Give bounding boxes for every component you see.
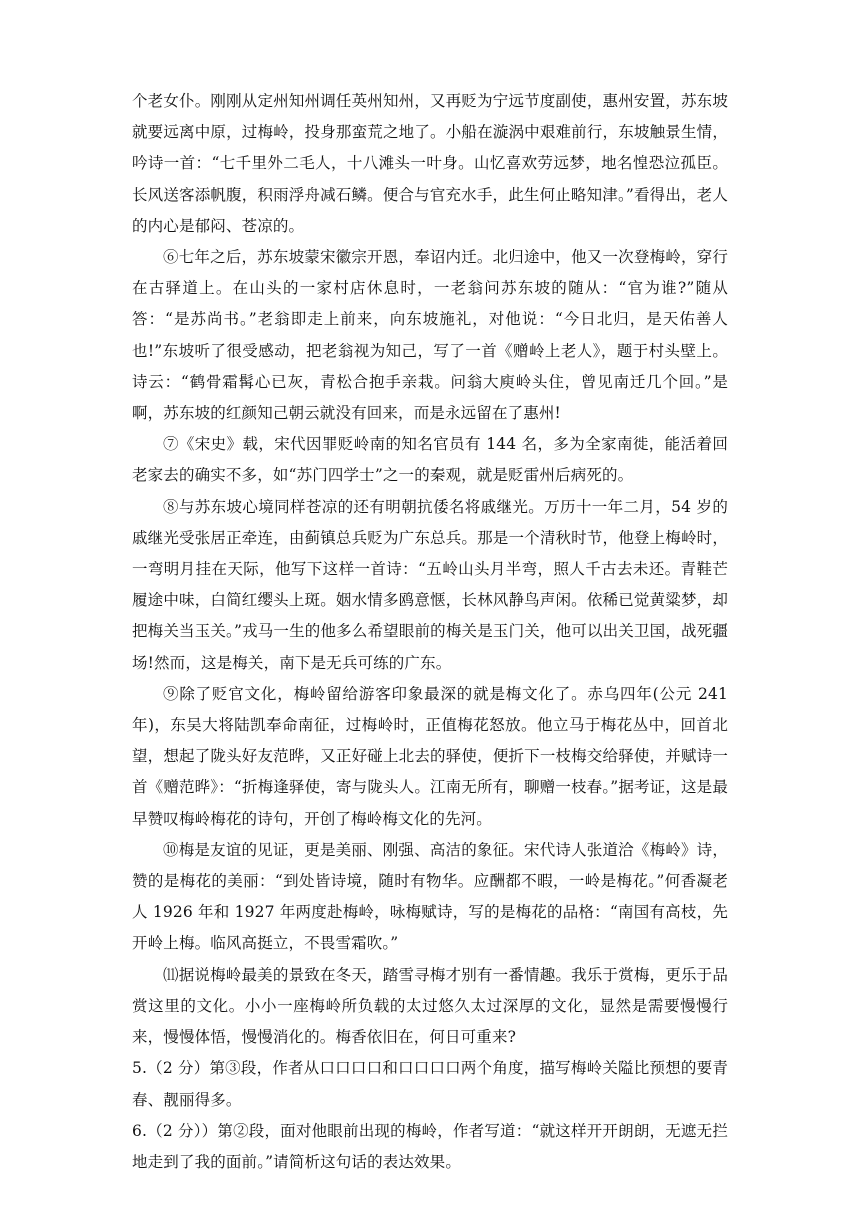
paragraph-6: ⑥七年之后，苏东坡蒙宋徽宗开恩，奉诏内迁。北归途中，他又一次登梅岭，穿行在古驿道上。在山头的一家村店休息时，一老翁问苏东坡的随从：“官为谁?”随从答：“是苏尚书。”老翁即走上前来，向东坡施礼，对他说：“今日北归，是天佑善人也!”东坡听了很受感动，把老翁视为知己，写了一首《赠岭上老人》，题于村头壁上。诗云：“鹤骨霜髯心已灰，青松合抱手亲栽。问翁大庾岭头住，曾见南迁几个回。”是啊，苏东坡的红颜知己朝云就没有回来，而是永远留在了惠州! [132, 248, 728, 423]
paragraph-10: ⑩梅是友谊的见证，更是美丽、刚强、高洁的象征。宋代诗人张道洽《梅岭》诗，赞的是梅花的美丽：“到处皆诗境，随时有物华。应酬都不暇，一岭是梅花。”何香凝老人 1926 年和 1927 年两度赴梅岭，咏梅赋诗，写的是梅花的品格：“南国有高枝，先开岭上梅。临风高挺立，不畏雪霜吹。” [132, 840, 728, 953]
document-page [132, 86, 728, 1178]
paragraph-8: ⑧与苏东坡心境同样苍凉的还有明朝抗倭名将戚继光。万历十一年二月，54 岁的戚继光受张居正牵连，由蓟镇总兵贬为广东总兵。那是一个清秋时节，他登上梅岭时，一弯明月挂在天际，他写下这样一首诗：“五岭山头月半弯，照人千古去未还。青鞋芒履途中味，白简红缨头上斑。姻水情多鸥意惬，长林风静鸟声闲。依稀已觉黄粱梦，却把梅关当玉关。”戎马一生的他多么希望眼前的梅关是玉门关，他可以出关卫国，战死疆场!然而，这是梅关，南下是无兵可练的广东。 [132, 497, 728, 672]
paragraph-9: ⑨除了贬官文化，梅岭留给游客印象最深的就是梅文化了。赤乌四年(公元 241 年)，东吴大将陆凯奉命南征，过梅岭时，正值梅花怒放。他立马于梅花丛中，回首北望，想起了陇头好友范晔，又正好碰上北去的驿使，便折下一枝梅交给驿使，并赋诗一首《赠范晔》：“折梅逢驿使，寄与陇头人。江南无所有，聊赠一枝春。”据考证，这是最早赞叹梅岭梅花的诗句，开创了梅岭梅文化的先河。 [132, 684, 728, 828]
question-6: 6.（2 分））第②段，面对他眼前出现的梅岭，作者写道：“就这样开开朗朗，无遮无拦地走到了我的面前。”请简析这句话的表达效果。 [132, 1121, 728, 1171]
paragraph-5-continued: 个老女仆。刚刚从定州知州调任英州知州，又再贬为宁远节度副使，惠州安置，苏东坡就要远离中原，过梅岭，投身那蛮荒之地了。小船在漩涡中艰难前行，东坡触景生情，吟诗一首：“七千里外二毛人，十八滩头一叶身。山忆喜欢劳远梦，地名惶恐泣孤臣。长风送客添帆腹，积雨浮舟减石鳞。便合与官充水手，此生何止略知津。”看得出，老人的内心是郁闷、苍凉的。 [132, 92, 728, 235]
paragraph-11: ⑾据说梅岭最美的景致在冬天，踏雪寻梅才别有一番情趣。我乐于赏梅，更乐于品赏这里的文化。小小一座梅岭所负载的太过悠久太过深厚的文化，显然是需要慢慢行来，慢慢体悟，慢慢消化的。梅香依旧在，何日可重来? [132, 965, 728, 1047]
paragraph-7: ⑦《宋史》载，宋代因罪贬岭南的知名官员有 144 名，多为全家南徙，能活着回老家去的确实不多，如“苏门四学士”之一的秦观，就是贬雷州后病死的。 [132, 435, 728, 485]
question-5: 5.（2 分）第③段，作者从口口口口和口口口口两个角度，描写梅岭关隘比预想的要青春、靓丽得多。 [132, 1059, 728, 1109]
